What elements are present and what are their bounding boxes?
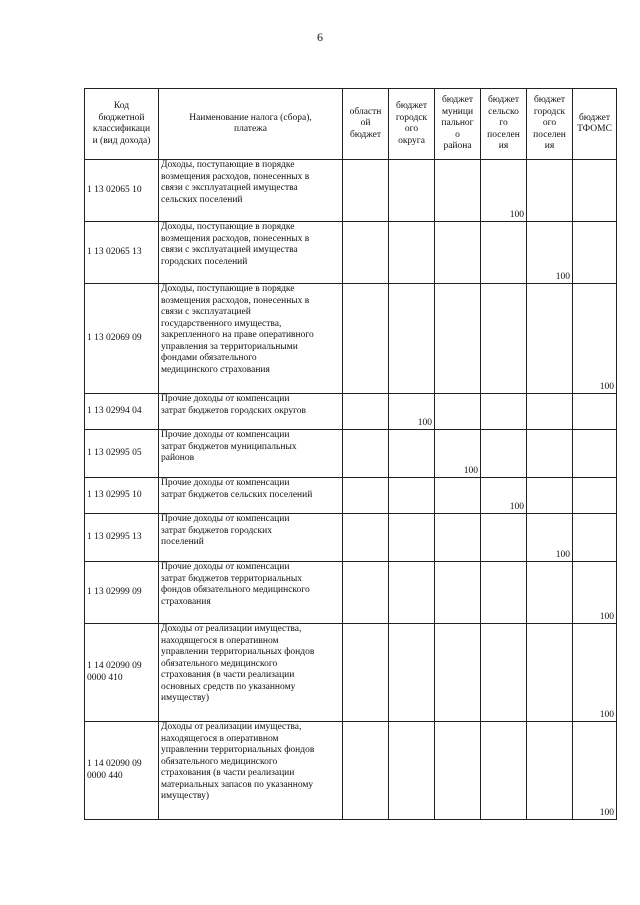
row-name: Прочие доходы от компенсации затрат бюджетов городских округов <box>159 394 343 430</box>
cell-regional <box>343 562 389 624</box>
table-row <box>85 222 617 284</box>
cell-urban-settlement <box>527 430 573 478</box>
cell-tfoms: 100 <box>573 562 617 624</box>
table-row <box>85 160 617 222</box>
row-code: 1 13 02999 09 <box>85 562 159 624</box>
cell-regional <box>343 160 389 222</box>
cell-city-district <box>389 478 435 514</box>
cell-regional <box>343 284 389 394</box>
cell-rural-settlement <box>481 222 527 284</box>
row-name: Доходы, поступающие в порядке возмещения расходов, понесенных в связи с эксплуатацией государственного имущества, закрепленного на праве оперативного управления за территориальными фондами обязательного медицинского страхования <box>159 284 343 394</box>
table-row <box>85 394 617 430</box>
cell-tfoms: 100 <box>573 284 617 394</box>
cell-rural-settlement: 100 <box>481 478 527 514</box>
cell-rural-settlement <box>481 514 527 562</box>
cell-urban-settlement <box>527 284 573 394</box>
cell-tfoms <box>573 478 617 514</box>
cell-municipal-district <box>435 478 481 514</box>
row-name: Прочие доходы от компенсации затрат бюджетов сельских поселений <box>159 478 343 514</box>
cell-city-district <box>389 514 435 562</box>
row-name: Прочие доходы от компенсации затрат бюджетов муниципальных районов <box>159 430 343 478</box>
cell-urban-settlement <box>527 624 573 722</box>
cell-regional <box>343 514 389 562</box>
cell-regional <box>343 624 389 722</box>
cell-urban-settlement <box>527 160 573 222</box>
cell-rural-settlement <box>481 284 527 394</box>
cell-city-district <box>389 624 435 722</box>
budget-classification-table <box>84 88 617 820</box>
cell-municipal-district <box>435 514 481 562</box>
header-regional-budget: областн ой бюджет <box>343 89 389 160</box>
cell-city-district <box>389 160 435 222</box>
cell-municipal-district <box>435 284 481 394</box>
cell-tfoms <box>573 222 617 284</box>
cell-urban-settlement <box>527 562 573 624</box>
cell-tfoms <box>573 430 617 478</box>
page-number: 6 <box>317 30 323 44</box>
cell-city-district <box>389 222 435 284</box>
header-municipal-district-budget: бюджет муници пальног о района <box>435 89 481 160</box>
cell-city-district <box>389 284 435 394</box>
cell-municipal-district <box>435 222 481 284</box>
cell-rural-settlement <box>481 394 527 430</box>
header-urban-settlement-budget: бюджет городск ого поселен ия <box>527 89 573 160</box>
cell-municipal-district <box>435 394 481 430</box>
cell-regional <box>343 222 389 284</box>
cell-regional <box>343 722 389 820</box>
cell-rural-settlement <box>481 624 527 722</box>
cell-rural-settlement <box>481 430 527 478</box>
cell-municipal-district <box>435 722 481 820</box>
cell-urban-settlement <box>527 722 573 820</box>
table-row <box>85 514 617 562</box>
cell-urban-settlement <box>527 394 573 430</box>
row-code: 1 13 02995 10 <box>85 478 159 514</box>
cell-municipal-district: 100 <box>435 430 481 478</box>
row-name: Прочие доходы от компенсации затрат бюджетов городских поселений <box>159 514 343 562</box>
cell-regional <box>343 394 389 430</box>
header-row <box>85 89 617 160</box>
row-name: Доходы, поступающие в порядке возмещения расходов, понесенных в связи с эксплуатацией имущества городских поселений <box>159 222 343 284</box>
cell-tfoms: 100 <box>573 624 617 722</box>
header-rural-settlement-budget: бюджет сельско го поселен ия <box>481 89 527 160</box>
cell-urban-settlement: 100 <box>527 514 573 562</box>
row-code: 1 13 02065 13 <box>85 222 159 284</box>
row-code: 1 13 02995 05 <box>85 430 159 478</box>
cell-tfoms: 100 <box>573 722 617 820</box>
table-row <box>85 722 617 820</box>
table-row <box>85 562 617 624</box>
cell-municipal-district <box>435 160 481 222</box>
cell-rural-settlement: 100 <box>481 160 527 222</box>
row-name: Доходы, поступающие в порядке возмещения расходов, понесенных в связи с эксплуатацией имущества сельских поселений <box>159 160 343 222</box>
row-name: Прочие доходы от компенсации затрат бюджетов территориальных фондов обязательного медицинского страхования <box>159 562 343 624</box>
header-code: Код бюджетной классификаци и (вид дохода) <box>85 89 159 160</box>
table-row <box>85 430 617 478</box>
cell-tfoms <box>573 514 617 562</box>
row-code: 1 13 02065 10 <box>85 160 159 222</box>
header-city-district-budget: бюджет городск ого округа <box>389 89 435 160</box>
cell-regional <box>343 478 389 514</box>
cell-city-district: 100 <box>389 394 435 430</box>
header-tfoms-budget: бюджет ТФОМС <box>573 89 617 160</box>
cell-tfoms <box>573 394 617 430</box>
table-row <box>85 284 617 394</box>
cell-urban-settlement: 100 <box>527 222 573 284</box>
cell-city-district <box>389 430 435 478</box>
cell-municipal-district <box>435 562 481 624</box>
cell-regional <box>343 430 389 478</box>
row-code: 1 13 02994 04 <box>85 394 159 430</box>
cell-city-district <box>389 722 435 820</box>
table-row <box>85 478 617 514</box>
row-code: 1 13 02069 09 <box>85 284 159 394</box>
row-name: Доходы от реализации имущества, находящегося в оперативном управлении территориальных фондов обязательного медицинского страхования (в части реализации основных средств по указанному имуществу) <box>159 624 343 722</box>
row-code: 1 14 02090 09 0000 410 <box>85 624 159 722</box>
header-name: Наименование налога (сбора), платежа <box>159 89 343 160</box>
cell-rural-settlement <box>481 722 527 820</box>
row-name: Доходы от реализации имущества, находящегося в оперативном управлении территориальных фондов обязательного медицинского страхования (в части реализации материальных запасов по указанному имуществу) <box>159 722 343 820</box>
row-code: 1 13 02995 13 <box>85 514 159 562</box>
cell-tfoms <box>573 160 617 222</box>
cell-urban-settlement <box>527 478 573 514</box>
row-code: 1 14 02090 09 0000 440 <box>85 722 159 820</box>
cell-city-district <box>389 562 435 624</box>
cell-municipal-district <box>435 624 481 722</box>
table-row <box>85 624 617 722</box>
cell-rural-settlement <box>481 562 527 624</box>
